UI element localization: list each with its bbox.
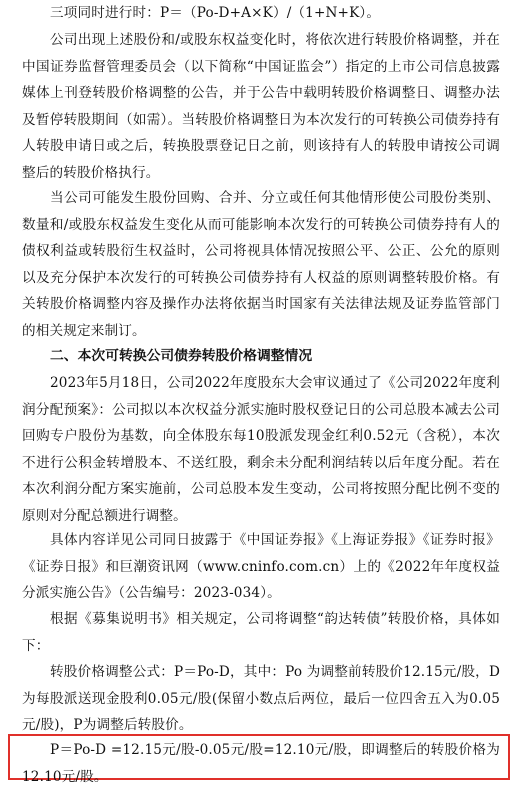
other-adjustment-paragraph: 当公司可能发生股份回购、合并、分立或任何其他情形使公司股份类别、数量和/或股东权益发生变化从而可能影响本次发行的可转换公司债券持有人的债权利益或转股衍生权益时，公司将视具体情况按照公平、公正、公允的原则以及充分保护本次发行的可转换公司债券持有人权益的原则调整转股价格。有关转股价格调整内容及操作办法将依据当时国家有关法律法规及证券监管部门的相关规定来制订。: [22, 190, 500, 339]
prospectus-paragraph: 根据《募集说明书》相关规定，公司将调整“韵达转债”转股价格，具体如下：: [22, 611, 500, 654]
adjusted-price-paragraph: P＝Po-D =12.15元/股-0.05元/股=12.10元/股，即调整后的转股价格为12.10元/股。: [22, 742, 500, 785]
disclosure-paragraph: 具体内容详见公司同日披露于《中国证券报》《上海证券报》《证券时报》《证券日报》和巨潮资讯网（www.cninfo.com.cn）上的《2022年年度权益分派实施公告》（公告编号：2023-034）。: [22, 532, 500, 601]
adjustment-notice-paragraph: 公司出现上述股份和/或股东权益变化时，将依次进行转股价格调整，并在中国证券监督管理委员会（以下简称“中国证监会”）指定的上市公司信息披露媒体上刊登转股价格调整的公告，并于公告中载明转股价格调整日、调整办法及暂停转股期间（如需）。当转股价格调整日为本次发行的可转换公司债券持有人转股申请日或之后，转换股票登记日之前，则该持有人的转股申请按公司调整后的转股价格执行。: [22, 32, 500, 181]
formula-paragraph: 三项同时进行时：P＝（Po-D+A×K）/（1+N+K）。: [50, 5, 381, 21]
dividend-plan-paragraph: 2023年5月18日，公司2022年度股东大会审议通过了《公司2022年度利润分配预案》：公司拟以本次权益分派实施时股权登记日的公司总股本减去公司回购专户股份为基数，向全体股东每10股派发现金红利0.52元（含税），本次不进行公积金转增股本、不送红股，剩余未分配利润结转以后年度分配。若在本次利润分配方案实施前，公司总股本发生变动，公司将按照分配比例不变的原则对分配总额进行调整。: [22, 375, 500, 524]
adjustment-formula-paragraph: 转股价格调整公式：P＝Po-D，其中：Po 为调整前转股价12.15元/股，D为每股派送现金股利0.05元/股(保留小数点后两位，最后一位四舍五入为0.05元/股)，P为调整后转股价。: [22, 664, 500, 733]
section-heading: 二、本次可转换公司债券转股价格调整情况: [50, 348, 313, 364]
